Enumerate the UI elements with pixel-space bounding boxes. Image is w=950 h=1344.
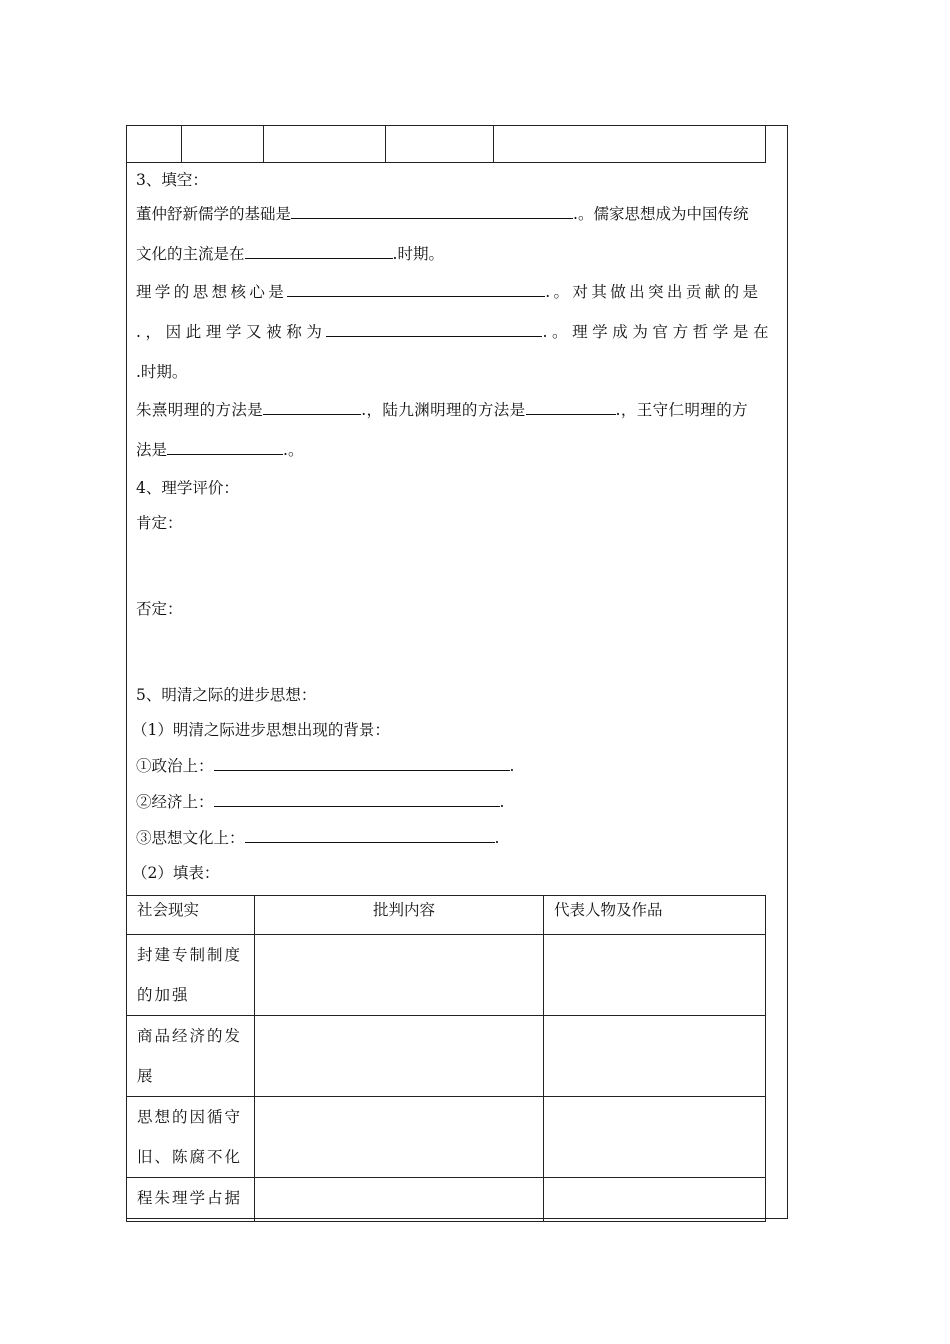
text: . (494, 829, 500, 847)
critique-cell[interactable] (255, 935, 544, 1016)
section4-title: 4、理学评价： (136, 479, 239, 497)
blank-field[interactable] (291, 204, 573, 219)
top-table-remnant (126, 125, 766, 163)
top-cell (264, 126, 386, 163)
section5-sub2: （2）填表： (132, 864, 220, 882)
text: 旧、陈腐不化 (137, 1148, 243, 1166)
header-social-reality: 社会现实 (127, 896, 255, 935)
top-cell (127, 126, 182, 163)
row-label (127, 935, 255, 1016)
blank-field[interactable] (263, 400, 361, 415)
text: 董仲舒新儒学的基础是 (136, 205, 292, 223)
text: .。对其做出突出贡献的是 (545, 283, 762, 301)
text: .。儒家思想成为中国传统 (573, 205, 749, 223)
text: 文化的主流是在 (136, 245, 245, 263)
top-cell (494, 126, 766, 163)
text: 商品经济的发 (137, 1027, 243, 1045)
text: 程朱理学占据 (137, 1189, 243, 1207)
section5-title: 5、明清之际的进步思想： (136, 686, 317, 704)
row-label (127, 1016, 255, 1097)
blank-field[interactable] (526, 400, 616, 415)
text: 封建专制制度 (137, 946, 243, 964)
table-row (127, 1178, 766, 1222)
blank-field[interactable] (287, 282, 545, 297)
positive-label: 肯定： (136, 514, 183, 532)
representative-cell[interactable] (544, 1178, 766, 1222)
blank-field[interactable] (245, 244, 393, 259)
representative-cell[interactable] (544, 1016, 766, 1097)
fill-line-5: .时期。 (136, 363, 188, 381)
background-politics (136, 756, 514, 776)
critique-cell[interactable] (255, 1097, 544, 1178)
text: 的加强 (137, 986, 190, 1004)
blank-field[interactable] (167, 440, 283, 455)
table-row (127, 935, 766, 1016)
critique-table (126, 895, 766, 1222)
text: .。 (283, 441, 304, 459)
text: .，陆九渊明理的方法是 (361, 401, 526, 419)
text: . (509, 757, 515, 775)
background-culture (136, 828, 499, 848)
text: .。理学成为官方哲学是在 (542, 323, 774, 341)
section5-sub1: （1）明清之际进步思想出现的背景： (132, 721, 390, 739)
fill-line-7 (136, 440, 303, 460)
fill-line-4 (136, 322, 773, 342)
top-cell (386, 126, 494, 163)
section3-title: 3、填空： (136, 171, 208, 189)
fill-line-2 (136, 244, 444, 264)
table-header-row (127, 896, 766, 935)
text: 朱熹明理的方法是 (136, 401, 264, 419)
blank-field[interactable] (245, 828, 495, 843)
blank-field[interactable] (214, 792, 500, 807)
row-label (127, 1097, 255, 1178)
header-representatives: 代表人物及作品 (544, 896, 766, 935)
text: .，王守仁明理的方 (615, 401, 749, 419)
text: 法是 (136, 441, 168, 459)
fill-line-3 (136, 282, 761, 302)
negative-label: 否定： (136, 600, 183, 618)
top-cell (182, 126, 264, 163)
text: .，因此理学又被称为 (136, 323, 327, 341)
text: 展 (137, 1067, 155, 1085)
header-critique-content: 批判内容 (255, 896, 544, 935)
text: . (499, 793, 505, 811)
table-row (127, 1097, 766, 1178)
text: 思想的因循守 (137, 1108, 243, 1126)
text: ①政治上： (136, 757, 214, 775)
representative-cell[interactable] (544, 935, 766, 1016)
blank-field[interactable] (326, 322, 542, 337)
fill-line-6 (136, 400, 748, 420)
row-label (127, 1178, 255, 1222)
table-row (127, 1016, 766, 1097)
fill-line-1 (136, 204, 780, 224)
critique-cell[interactable] (255, 1016, 544, 1097)
text: ②经济上： (136, 793, 214, 811)
background-economy (136, 792, 504, 812)
text: 理学的思想核心是 (136, 283, 288, 301)
blank-field[interactable] (214, 756, 510, 771)
representative-cell[interactable] (544, 1097, 766, 1178)
text: ③思想文化上： (136, 829, 245, 847)
critique-cell[interactable] (255, 1178, 544, 1222)
text: .时期。 (392, 245, 444, 263)
